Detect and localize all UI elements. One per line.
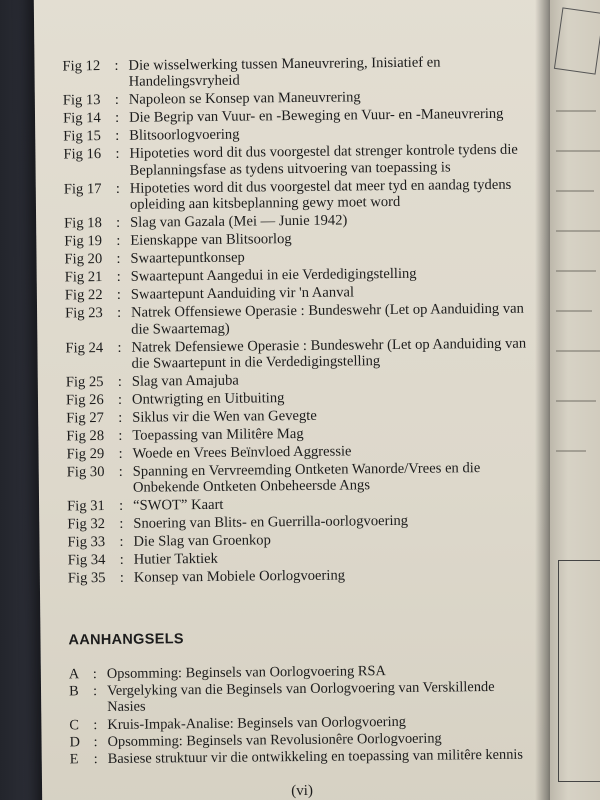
appendix-letter: B xyxy=(68,683,79,700)
appendix-title: Kruis-Impak-Analise: Beginsels van Oorlogvoering xyxy=(107,713,407,733)
right-page-edge xyxy=(550,0,600,800)
figure-title: Toepassing van Militêre Mag xyxy=(132,425,304,444)
right-page-text-line xyxy=(556,110,596,112)
figure-number: Fig 12 xyxy=(62,58,101,75)
separator-colon: : xyxy=(119,570,125,587)
right-page-text-line xyxy=(556,150,600,152)
figure-number: Fig 13 xyxy=(62,92,101,109)
figure-number: Fig 18 xyxy=(64,215,102,232)
figure-number: Fig 31 xyxy=(67,498,105,515)
figure-title: Spanning en Vervreemding Ontketen Wanorde/Vrees en die Onbekende Ontketen Onbeheersde Angs xyxy=(132,460,481,497)
right-page-text-line xyxy=(556,270,596,272)
figure-list xyxy=(62,54,530,589)
appendix-letter: A xyxy=(68,666,80,683)
figure-number: Fig 29 xyxy=(66,446,105,463)
separator-colon: : xyxy=(92,666,97,683)
appendix-title: Opsomming: Beginsels van Oorlogvoering RSA xyxy=(106,663,386,683)
separator-colon: : xyxy=(116,287,122,304)
separator-colon: : xyxy=(114,57,119,74)
figure-title: Slag van Amajuba xyxy=(131,372,239,390)
figure-title: Slag van Gazala (Mei — Junie 1942) xyxy=(130,212,348,231)
separator-colon: : xyxy=(118,409,123,426)
figure-title: Die Begrip van Vuur- en -Beweging en Vuur- en -Maneuvrering xyxy=(128,106,504,127)
separator-colon: : xyxy=(116,233,121,250)
right-page-text-line xyxy=(556,350,600,352)
left-page xyxy=(34,0,563,800)
figure-number: Fig 22 xyxy=(64,287,103,304)
figure-entry xyxy=(67,460,529,498)
figure-number: Fig 26 xyxy=(65,392,104,409)
appendix-list xyxy=(69,662,532,768)
right-page-quote-box xyxy=(558,560,600,782)
separator-colon: : xyxy=(114,92,119,109)
figure-entry xyxy=(63,142,525,180)
appendix-letter: C xyxy=(69,716,80,734)
figure-number: Fig 24 xyxy=(65,339,104,357)
separator-colon: : xyxy=(115,180,120,197)
separator-colon: : xyxy=(117,373,122,390)
figure-number: Fig 20 xyxy=(64,251,103,268)
figure-number: Fig 21 xyxy=(64,269,103,286)
figure-number: Fig 35 xyxy=(67,570,106,587)
appendix-section xyxy=(68,628,531,769)
separator-colon: : xyxy=(117,339,122,356)
figure-title: Eienskappe van Blitsoorlog xyxy=(130,231,292,249)
figure-number: Fig 23 xyxy=(64,305,103,322)
separator-colon: : xyxy=(92,683,98,700)
figure-title: Ontwrigting en Uitbuiting xyxy=(131,390,285,408)
figure-title: Natrek Defensiewe Operasie : Bundeswehr (Let op Aanduiding van die Swaartepunt in die Verdedigingstelling xyxy=(131,335,527,372)
figure-number: Fig 17 xyxy=(63,180,102,198)
separator-colon: : xyxy=(115,146,120,163)
separator-colon: : xyxy=(118,445,123,462)
figure-title: Swaartepunt Aanduiding vir 'n Aanval xyxy=(130,284,355,303)
separator-colon: : xyxy=(119,498,124,515)
figure-number: Fig 34 xyxy=(67,552,106,569)
figure-number: Fig 33 xyxy=(67,534,106,551)
appendix-entry xyxy=(69,679,531,716)
page-number: (vi) xyxy=(291,782,314,800)
figure-title: Swaartepunt Aangedui in eie Verdedigingstelling xyxy=(130,265,417,285)
figure-number: Fig 27 xyxy=(66,410,104,427)
figure-number: Fig 15 xyxy=(63,128,102,145)
separator-colon: : xyxy=(116,269,121,286)
appendix-heading: AANHANGSELS xyxy=(68,631,184,649)
right-page-text-line xyxy=(556,450,586,452)
figure-entry xyxy=(62,54,524,92)
separator-colon: : xyxy=(116,251,121,268)
separator-colon: : xyxy=(119,552,124,569)
separator-colon: : xyxy=(116,305,122,322)
right-page-text-line xyxy=(556,190,594,192)
separator-colon: : xyxy=(115,128,120,145)
appendix-title: Basiese struktuur vir die ontwikkeling en toepassing van militêre kennis xyxy=(107,746,524,768)
separator-colon: : xyxy=(119,534,124,551)
figure-title: Napoleon se Konsep van Maneuvrering xyxy=(128,89,361,109)
figure-title: Hipoteties word dit dus voorgestel dat meer tyd en aandag tydens opleiding aan kitsbeplanning gewy moet word xyxy=(129,176,512,213)
figure-entry xyxy=(65,335,527,373)
right-page-text-line xyxy=(556,310,592,312)
figure-title: Snoering van Blits- en Guerrilla-oorlogvoering xyxy=(133,513,409,533)
figure-title: Woede en Vrees Beïnvloed Aggressie xyxy=(132,443,352,462)
figure-title: Hipoteties word dit dus voorgestel dat strenger kontrole tydens die Beplanningsfase as tydens uitvoering van toepassing is xyxy=(129,142,518,179)
figure-title: Die wisselwerking tussen Maneuvrering, Inisiatief en Handelingsvryheid xyxy=(128,54,441,91)
separator-colon: : xyxy=(114,110,120,127)
figure-title: Konsep van Mobiele Oorlogvoering xyxy=(133,567,346,587)
separator-colon: : xyxy=(93,716,98,733)
figure-number: Fig 14 xyxy=(62,110,101,127)
figure-title: Natrek Offensiewe Operasie : Bundeswehr (Let op Aanduiding van die Swaartemag) xyxy=(130,300,524,338)
separator-colon: : xyxy=(119,516,124,533)
figure-title: “SWOT” Kaart xyxy=(133,497,224,515)
right-page-text-line xyxy=(556,400,596,402)
figure-entry xyxy=(68,566,530,587)
figure-number: Fig 19 xyxy=(64,233,103,250)
appendix-letter: E xyxy=(69,751,79,768)
figure-entry xyxy=(64,176,526,214)
separator-colon: : xyxy=(118,463,123,480)
figure-title: Swaartepuntkonsep xyxy=(130,249,245,267)
figure-number: Fig 30 xyxy=(66,464,105,481)
separator-colon: : xyxy=(93,751,98,768)
appendix-title: Vergelyking van die Beginsels van Oorlogvoering van Verskillende Nasies xyxy=(106,679,495,716)
separator-colon: : xyxy=(116,215,121,232)
separator-colon: : xyxy=(93,733,98,750)
figure-title: Siklus vir die Wen van Gevegte xyxy=(132,407,317,426)
right-page-text-line xyxy=(556,230,600,232)
figure-number: Fig 28 xyxy=(66,428,105,445)
figure-title: Hutier Taktiek xyxy=(133,551,218,569)
appendix-entry xyxy=(70,747,532,768)
appendix-title: Opsomming: Beginsels van Revolusionêre Oorlogvoering xyxy=(107,730,442,750)
separator-colon: : xyxy=(118,427,123,444)
figure-title: Blitsoorlogvoering xyxy=(129,127,240,145)
figure-number: Fig 32 xyxy=(67,516,106,533)
figure-number: Fig 25 xyxy=(65,374,104,391)
right-page-heading-box xyxy=(554,7,600,74)
figure-entry xyxy=(65,301,527,339)
figure-number: Fig 16 xyxy=(63,146,102,163)
appendix-letter: D xyxy=(69,734,81,751)
figure-title: Die Slag van Groenkop xyxy=(133,532,271,551)
separator-colon: : xyxy=(117,391,123,408)
